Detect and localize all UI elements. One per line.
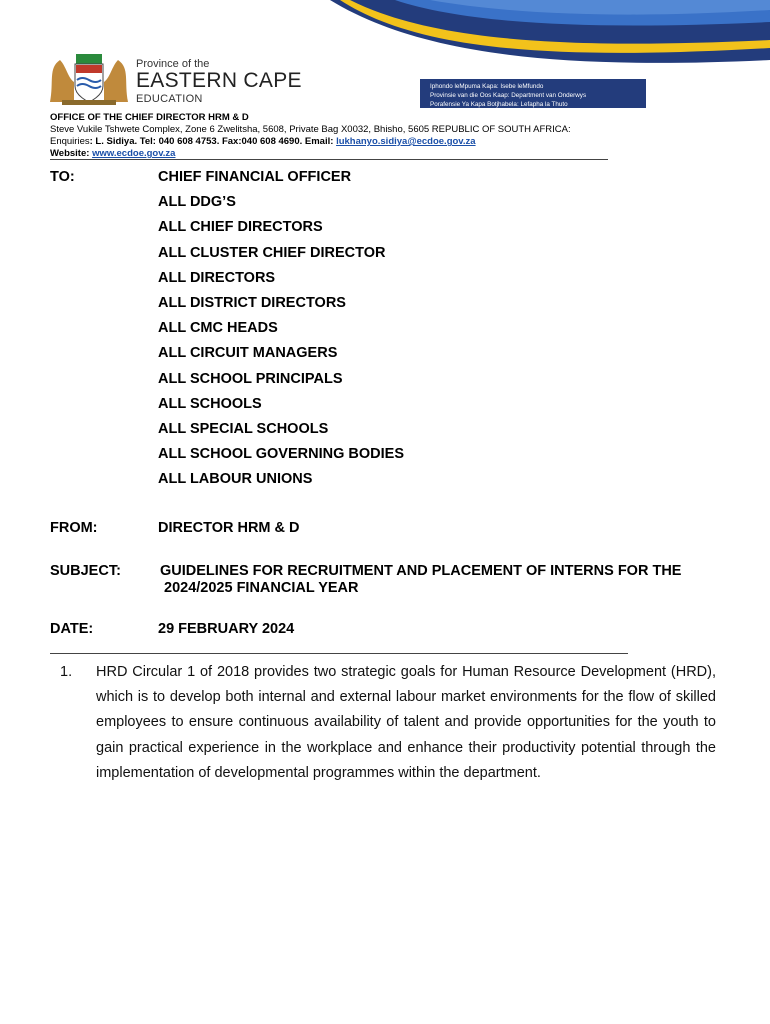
from-label: FROM: [50, 520, 98, 536]
website-link[interactable]: www.ecdoe.gov.za [92, 148, 176, 159]
subject-label: SUBJECT: [50, 563, 121, 579]
coat-of-arms-logo [44, 52, 134, 106]
date-value: 29 FEBRUARY 2024 [158, 621, 295, 637]
province-line: Province of the [136, 58, 210, 70]
province-name: EASTERN CAPE [136, 69, 302, 92]
recipient: ALL CLUSTER CHIEF DIRECTOR [158, 244, 386, 261]
enquiries-value: : L. Sidiya. Tel: 040 608 4753. Fax:040 608 4690. Email: [89, 136, 337, 147]
enquiries-label: Enquiries [50, 136, 90, 147]
body-paragraph [60, 660, 716, 786]
brand-block [136, 58, 302, 106]
email-link[interactable]: lukhanyo.sidiya@ecdoe.gov.za [336, 136, 476, 147]
subject-line-2: 2024/2025 FINANCIAL YEAR [164, 580, 359, 596]
recipient: ALL CHIEF DIRECTORS [158, 219, 323, 236]
recipient: ALL DDG’S [158, 194, 236, 211]
recipient: ALL CMC HEADS [158, 320, 278, 337]
header-divider [50, 159, 608, 160]
date-label: DATE: [50, 621, 94, 637]
dept-line-xhosa: Iphondo leMpuma Kapa: Isebe leMfundo [430, 83, 544, 90]
department-languages-box [420, 79, 646, 108]
website-label: Website: [50, 148, 93, 159]
office-block [50, 112, 571, 160]
recipient: ALL CIRCUIT MANAGERS [158, 345, 338, 362]
recipient: ALL SCHOOL GOVERNING BODIES [158, 446, 404, 463]
recipient: ALL SCHOOLS [158, 395, 262, 412]
recipient: ALL DIRECTORS [158, 269, 276, 286]
recipient: ALL SCHOOL PRINCIPALS [158, 370, 343, 387]
department-name: EDUCATION [136, 93, 203, 105]
office-title: OFFICE OF THE CHIEF DIRECTOR HRM & D [50, 112, 249, 123]
recipient: ALL LABOUR UNIONS [158, 471, 313, 488]
memo-divider [50, 653, 628, 654]
recipient: ALL SPECIAL SCHOOLS [158, 420, 329, 437]
paragraph-number: 1. [60, 664, 73, 680]
recipients-list [158, 169, 404, 496]
recipient: ALL DISTRICT DIRECTORS [158, 294, 346, 311]
subject-line-1: GUIDELINES FOR RECRUITMENT AND PLACEMENT OF INTERNS FOR THE [160, 563, 682, 579]
office-enquiries [50, 136, 571, 148]
from-value: DIRECTOR HRM & D [158, 520, 300, 536]
recipient: CHIEF FINANCIAL OFFICER [158, 169, 352, 185]
paragraph-text: HRD Circular 1 of 2018 provides two strategic goals for Human Resource Development (HRD), which is to develop both internal and external labour market environments for the flow of skilled employees to ensure continuous availability of talent and provide opportunities for the youth to gain practical experience in the workplace and enhance their productivity potential through the implementation of developmental programmes within the department. [96, 664, 716, 781]
dept-line-afrikaans: Provinsie van die Oos Kaap: Department van Onderwys [430, 92, 587, 99]
to-label: TO: [50, 169, 75, 185]
office-address: Steve Vukile Tshwete Complex, Zone 6 Zwelitsha, 5608, Private Bag X0032, Bhisho, 5605 REPUBLIC OF SOUTH AFRICA: [50, 124, 571, 135]
dept-line-sotho: Porafensie Ya Kapa Botjhabela: Lefapha la Thuto [430, 101, 568, 108]
